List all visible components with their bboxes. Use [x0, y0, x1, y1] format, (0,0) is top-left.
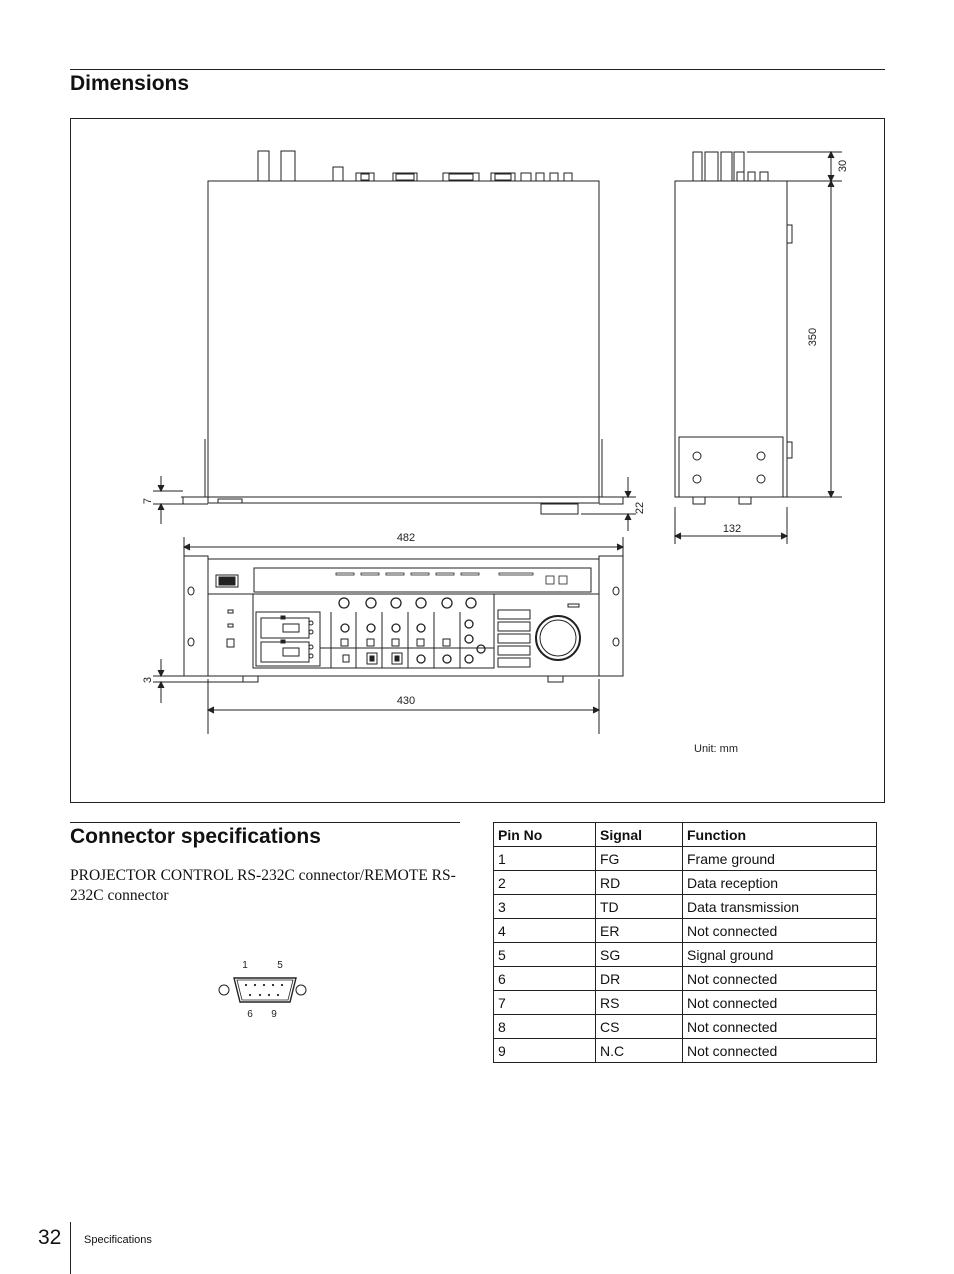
pin-cell: 9: [494, 1039, 596, 1063]
dimensions-figure: [70, 118, 885, 803]
signal-cell: SG: [596, 943, 683, 967]
front-view: [153, 537, 623, 734]
connector-rule: [70, 822, 460, 823]
dim-22-label: 22: [634, 501, 646, 515]
top-rule: [70, 69, 885, 70]
function-cell: Not connected: [683, 1039, 877, 1063]
signal-cell: RD: [596, 871, 683, 895]
function-cell: Not connected: [683, 919, 877, 943]
pin-cell: 2: [494, 871, 596, 895]
page-number: 32: [38, 1226, 62, 1249]
signal-cell: TD: [596, 895, 683, 919]
pin-cell: 5: [494, 943, 596, 967]
pin-label-1: 1: [242, 960, 248, 971]
header-pin-no: Pin No: [494, 823, 596, 847]
table-row: [494, 847, 877, 871]
pin-cell: 7: [494, 991, 596, 1015]
signal-cell: FG: [596, 847, 683, 871]
signal-cell: CS: [596, 1015, 683, 1039]
footer-divider: [70, 1222, 71, 1274]
table-header-row: [494, 823, 877, 847]
dim-30-label: 30: [837, 159, 849, 173]
pin-cell: 4: [494, 919, 596, 943]
table-row: [494, 991, 877, 1015]
dsub-9-connector-diagram: [210, 950, 315, 1025]
table-row: [494, 1039, 877, 1063]
connector-heading: Connector specifications: [70, 825, 321, 848]
table-row: [494, 871, 877, 895]
pin-cell: 8: [494, 1015, 596, 1039]
side-view: [675, 152, 842, 544]
function-cell: Not connected: [683, 1015, 877, 1039]
table-row: [494, 1015, 877, 1039]
dim-430-label: 430: [396, 695, 416, 707]
function-cell: Data transmission: [683, 895, 877, 919]
pin-label-9: 9: [271, 1009, 277, 1020]
dim-3-label: 3: [142, 676, 154, 684]
pin-cell: 1: [494, 847, 596, 871]
signal-cell: ER: [596, 919, 683, 943]
function-cell: Data reception: [683, 871, 877, 895]
dim-350-label: 350: [807, 327, 819, 347]
dimensions-heading: Dimensions: [70, 72, 190, 95]
unit-label: Unit: mm: [694, 743, 738, 755]
pin-label-6: 6: [247, 1009, 253, 1020]
top-view: [153, 151, 636, 531]
footer-section-label: Specifications: [84, 1234, 152, 1246]
function-cell: Signal ground: [683, 943, 877, 967]
table-row: [494, 919, 877, 943]
dim-482-label: 482: [396, 532, 416, 544]
table-row: [494, 943, 877, 967]
pin-cell: 3: [494, 895, 596, 919]
signal-cell: DR: [596, 967, 683, 991]
pin-cell: 6: [494, 967, 596, 991]
function-cell: Not connected: [683, 991, 877, 1015]
header-signal: Signal: [596, 823, 683, 847]
function-cell: Not connected: [683, 967, 877, 991]
signal-cell: RS: [596, 991, 683, 1015]
table-row: [494, 895, 877, 919]
function-cell: Frame ground: [683, 847, 877, 871]
dimensions-drawing: [71, 119, 884, 802]
pin-label-5: 5: [277, 960, 283, 971]
table-row: [494, 967, 877, 991]
dim-7-label: 7: [142, 497, 154, 505]
header-function: Function: [683, 823, 877, 847]
dim-132-label: 132: [722, 523, 742, 535]
pin-assignment-table: [493, 822, 877, 1063]
signal-cell: N.C: [596, 1039, 683, 1063]
connector-description: PROJECTOR CONTROL RS-232C connector/REMOTE RS-232C connector: [70, 867, 456, 904]
